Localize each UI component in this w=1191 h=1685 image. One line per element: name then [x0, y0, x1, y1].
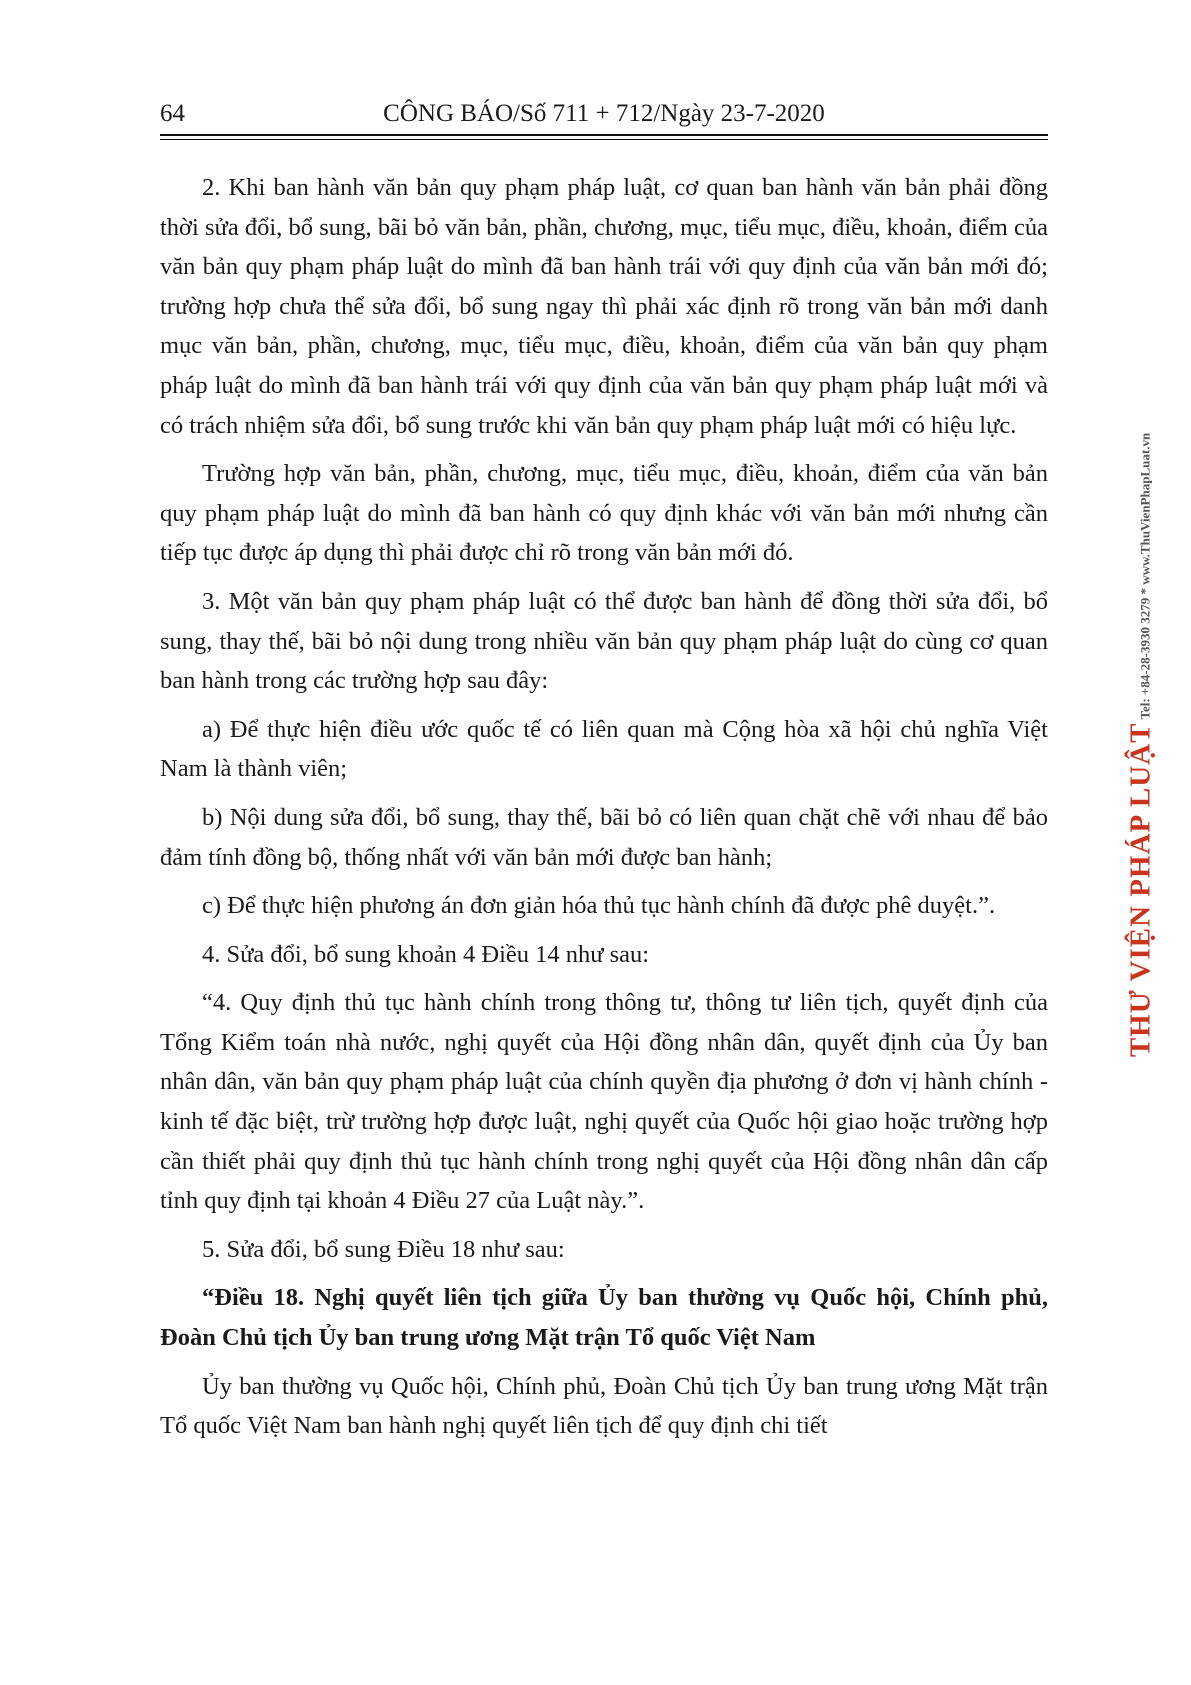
page-number: 64 [160, 100, 185, 127]
header-rule-thin [160, 139, 1048, 140]
paragraph-exception: Trường hợp văn bản, phần, chương, mục, tiểu mục, điều, khoản, điểm của văn bản quy phạm pháp luật do mình đã ban hành có quy định khác với văn bản mới nhưng cần tiếp tục được áp dụng thì phải được chỉ rõ trong văn bản mới đó. [160, 460, 1048, 567]
gazette-title: CÔNG BÁO/Số 711 + 712/Ngày 23-7-2020 [383, 100, 825, 127]
paragraph-clause-2: 2. Khi ban hành văn bản quy phạm pháp luật, cơ quan ban hành văn bản phải đồng thời sửa đổi, bổ sung, bãi bỏ văn bản, phần, chương, mục, tiểu mục, điều, khoản, điểm của văn bản quy phạm pháp luật do mình đã ban hành trái với quy định của văn bản mới đó; trường hợp chưa thể sửa đổi, bổ sung ngay thì phải xác định rõ trong văn bản mới danh mục văn bản, phần, chương, mục, tiểu mục, điều, khoản, điểm của văn bản quy phạm pháp luật do mình đã ban hành trái với quy định của văn bản quy phạm pháp luật mới và có trách nhiệm sửa đổi, bổ sung trước khi văn bản quy phạm pháp luật mới có hiệu lực. [160, 174, 1048, 439]
page-header [160, 98, 1048, 138]
paragraph-point-c: c) Để thực hiện phương án đơn giản hóa thủ tục hành chính đã được phê duyệt.”. [202, 892, 996, 920]
paragraph-clause-3: 3. Một văn bản quy phạm pháp luật có thể được ban hành để đồng thời sửa đổi, bổ sung, thay thế, bãi bỏ nội dung trong nhiều văn bản quy phạm pháp luật do cùng cơ quan ban hành trong các trường hợp sau đây: [160, 587, 1048, 695]
paragraph-amend-4: 4. Sửa đổi, bổ sung khoản 4 Điều 14 như sau: [202, 940, 650, 968]
header-rule [160, 134, 1048, 136]
watermark-brand: THƯ VIỆN PHÁP LUẬT [1124, 722, 1157, 1058]
article-18-heading: “Điều 18. Nghị quyết liên tịch giữa Ủy ban thường vụ Quốc hội, Chính phủ, Đoàn Chủ tịch Ủy ban trung ương Mặt trận Tổ quốc Việt Nam [160, 1284, 1048, 1352]
paragraph-point-b: b) Nội dung sửa đổi, bổ sung, thay thế, bãi bỏ có liên quan chặt chẽ với nhau để bảo đảm tính đồng bộ, thống nhất với văn bản mới được ban hành; [160, 803, 1048, 871]
paragraph-article-18-body: Ủy ban thường vụ Quốc hội, Chính phủ, Đoàn Chủ tịch Ủy ban trung ương Mặt trận Tổ quốc Việt Nam ban hành nghị quyết liên tịch để quy định chi tiết [160, 1372, 1048, 1440]
paragraph-amend-5: 5. Sửa đổi, bổ sung Điều 18 như sau: [202, 1235, 565, 1263]
document-body [160, 168, 1048, 1455]
watermark-contact: Tel: +84-28-3930 3279 * www.ThuVienPhapLuat.vn [1137, 432, 1153, 720]
paragraph-point-a: a) Để thực hiện điều ước quốc tế có liên quan mà Cộng hòa xã hội chủ nghĩa Việt Nam là thành viên; [160, 715, 1048, 783]
paragraph-quoted-clause-4: “4. Quy định thủ tục hành chính trong thông tư, thông tư liên tịch, quyết định của Tổng Kiểm toán nhà nước, nghị quyết của Hội đồng nhân dân, quyết định của Ủy ban nhân dân, văn bản quy phạm pháp luật của chính quyền địa phương ở đơn vị hành chính - kinh tế đặc biệt, trừ trường hợp được luật, nghị quyết của Quốc hội giao hoặc trường hợp cần thiết phải quy định thủ tục hành chính trong nghị quyết của Hội đồng nhân dân cấp tỉnh quy định tại khoản 4 Điều 27 của Luật này.”. [160, 989, 1048, 1215]
